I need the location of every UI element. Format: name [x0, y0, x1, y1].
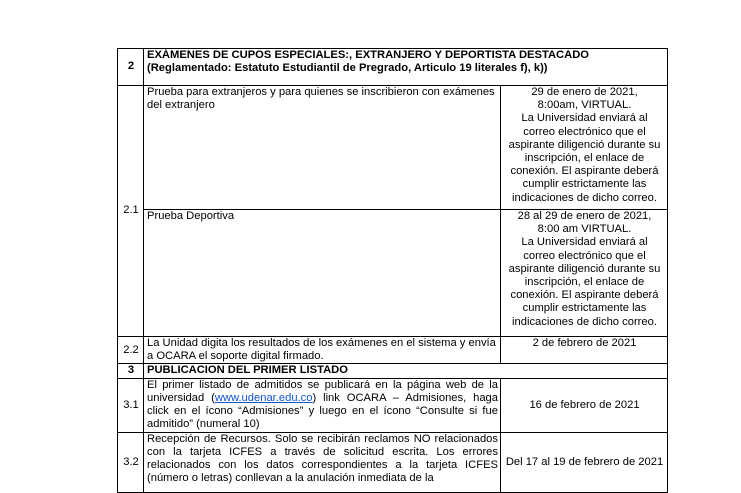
- row-2-1-foreign-time: 8:00am, VIRTUAL.: [537, 99, 632, 112]
- row-2-1-foreign-date: 29 de enero de 2021,: [531, 86, 638, 98]
- row-2-1-sports-time: 8:00 am VIRTUAL.: [537, 223, 632, 236]
- section-3-row: [118, 364, 668, 378]
- row-3-1-desc-pre: El primer listado de admitidos se publicará en la página web de la universidad (: [147, 378, 498, 404]
- row-3-1-desc: [144, 378, 501, 432]
- row-3-1-date: 16 de febrero de 2021: [501, 378, 668, 432]
- section-3-title: PUBLICACION DEL PRIMER LISTADO: [144, 364, 668, 378]
- row-2-1-number: 2.1: [118, 86, 144, 337]
- schedule-table: [117, 48, 668, 493]
- row-2-1-sports-date: 28 al 29 de enero de 2021,: [517, 210, 652, 222]
- udenar-link[interactable]: www.udenar.edu.co: [214, 391, 313, 404]
- section-2-title: EXÁMENES DE CUPOS ESPECIALES:, EXTRANJERO Y DEPORTISTA DESTACADO: [147, 49, 589, 61]
- row-3-2: [118, 432, 668, 492]
- row-2-1-sports-date-cell: [501, 210, 668, 337]
- row-2-1-foreign: [118, 86, 668, 210]
- section-2-subtitle: (Reglamentado: Estatuto Estudiantil de Pregrado, Articulo 19 literales f), k)): [147, 62, 548, 75]
- row-2-2-date: 2 de febrero de 2021: [501, 337, 668, 364]
- row-2-2: [118, 337, 668, 364]
- row-2-1-sports-desc: Prueba Deportiva: [144, 210, 501, 337]
- row-2-2-desc: La Unidad digita los resultados de los exámenes en el sistema y envía a OCARA el soporte digital firmado.: [144, 337, 501, 364]
- row-3-2-date: Del 17 al 19 de febrero de 2021: [501, 432, 668, 492]
- row-2-1-foreign-desc: Prueba para extranjeros y para quienes se inscribieron con exámenes del extranjero: [144, 86, 501, 210]
- row-3-2-number: 3.2: [118, 432, 144, 492]
- section-2-row: [118, 49, 668, 86]
- section-3-number: 3: [118, 364, 144, 378]
- row-2-2-number: 2.2: [118, 337, 144, 364]
- row-2-1-foreign-note: La Universidad enviará al correo electrónico que el aspirante diligenció durante su inscripción, el enlace de conexión. El aspirante deberá cumplir estrictamente las indicaciones de dicho correo.: [508, 112, 661, 204]
- row-3-2-desc: Recepción de Recursos. Solo se recibirán reclamos NO relacionados con la tarjeta ICFES a través de solicitud escrita. Los errores relacionados con los datos correspondientes a la tarjeta ICFES (número o letras) conllevan a la anulación inmediata de la: [144, 432, 501, 492]
- row-2-1-sports-note: La Universidad enviará al correo electrónico que el aspirante diligenció durante su inscripción, el enlace de conexión. El aspirante deberá cumplir estrictamente las indicaciones de dicho correo.: [508, 236, 661, 328]
- row-3-1: [118, 378, 668, 432]
- row-2-1-sports: [118, 210, 668, 337]
- row-3-1-number: 3.1: [118, 378, 144, 432]
- row-2-1-foreign-date-cell: [501, 86, 668, 210]
- row-3-1-desc-post: ) link OCARA – Admisiones, haga click en el ícono “Admisiones” y luego en el ícono “Consulte si fue admitido” (numeral 10): [147, 391, 498, 431]
- section-2-number: 2: [118, 49, 144, 86]
- section-2-heading: [144, 49, 668, 86]
